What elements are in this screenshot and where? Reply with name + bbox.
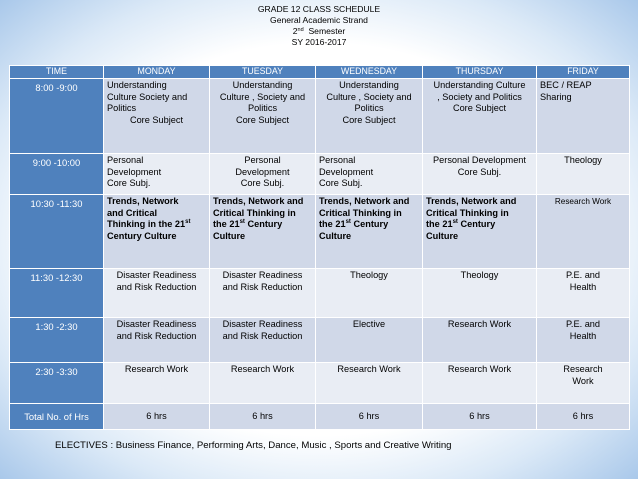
time-cell: 10:30 -11:30 bbox=[10, 195, 104, 269]
col-header-thursday: THURSDAY bbox=[423, 66, 537, 79]
schedule-cell: Research Work bbox=[537, 363, 630, 404]
schedule-cell: Personal Development Core Subj. bbox=[210, 154, 316, 195]
schedule-cell: Personal Development Core Subj. bbox=[423, 154, 537, 195]
schedule-cell: Personal Development Core Subj. bbox=[104, 154, 210, 195]
total-hours-cell: 6 hrs bbox=[210, 404, 316, 430]
schedule-cell: Trends, Network and Critical Thinking in the 21st Century Culture bbox=[104, 195, 210, 269]
total-hours-cell: 6 hrs bbox=[537, 404, 630, 430]
schedule-cell: Disaster Readiness and Risk Reduction bbox=[210, 318, 316, 363]
col-header-wednesday: WEDNESDAY bbox=[316, 66, 423, 79]
schedule-cell: Theology bbox=[537, 154, 630, 195]
table-header-row bbox=[10, 66, 630, 79]
col-header-tuesday: TUESDAY bbox=[210, 66, 316, 79]
schedule-cell: Understanding Culture , Society and Politics Core Subject bbox=[423, 79, 537, 154]
total-hours-cell: 6 hrs bbox=[104, 404, 210, 430]
schedule-cell: Trends, Network and Critical Thinking in the 21st Century Culture bbox=[316, 195, 423, 269]
schedule-cell: Theology bbox=[423, 269, 537, 318]
schedule-header bbox=[0, 4, 638, 48]
schedule-cell: Understanding Culture , Society and Politics Core Subject bbox=[316, 79, 423, 154]
schedule-cell: Disaster Readiness and Risk Reduction bbox=[104, 318, 210, 363]
schedule-title: GRADE 12 CLASS SCHEDULE bbox=[257, 4, 381, 14]
total-hours-cell: 6 hrs bbox=[316, 404, 423, 430]
total-hours-row bbox=[10, 404, 630, 430]
schedule-cell: Research Work bbox=[210, 363, 316, 404]
schedule-cell: Research Work bbox=[423, 363, 537, 404]
table-row bbox=[10, 79, 630, 154]
table-row bbox=[10, 154, 630, 195]
schedule-cell: Research Work bbox=[316, 363, 423, 404]
table-row bbox=[10, 269, 630, 318]
electives-note: ELECTIVES : Business Finance, Performing Arts, Dance, Music , Sports and Creative Writing bbox=[55, 440, 452, 451]
col-header-friday: FRIDAY bbox=[537, 66, 630, 79]
schedule-cell: BEC / REAP Sharing bbox=[537, 79, 630, 154]
schedule-cell: Theology bbox=[316, 269, 423, 318]
schedule-cell: Disaster Readiness and Risk Reduction bbox=[210, 269, 316, 318]
schedule-cell: Research Work bbox=[537, 195, 630, 269]
time-cell: 1:30 -2:30 bbox=[10, 318, 104, 363]
total-hours-label: Total No. of Hrs bbox=[10, 404, 104, 430]
time-cell: 2:30 -3:30 bbox=[10, 363, 104, 404]
time-cell: 9:00 -10:00 bbox=[10, 154, 104, 195]
table-row bbox=[10, 318, 630, 363]
schedule-cell: Research Work bbox=[104, 363, 210, 404]
class-schedule-table bbox=[9, 65, 630, 430]
time-cell: 8:00 -9:00 bbox=[10, 79, 104, 154]
schedule-cell: P.E. and Health bbox=[537, 269, 630, 318]
table-row bbox=[10, 195, 630, 269]
time-cell: 11:30 -12:30 bbox=[10, 269, 104, 318]
schedule-cell: Trends, Network and Critical Thinking in the 21st Century Culture bbox=[210, 195, 316, 269]
schedule-cell: Personal Development Core Subj. bbox=[316, 154, 423, 195]
schedule-cell: Research Work bbox=[423, 318, 537, 363]
strand-name: General Academic Strand bbox=[270, 15, 368, 25]
col-header-monday: MONDAY bbox=[104, 66, 210, 79]
schedule-cell: Disaster Readiness and Risk Reduction bbox=[104, 269, 210, 318]
table-row bbox=[10, 363, 630, 404]
semester-line: 2nd Semester bbox=[292, 26, 346, 36]
schedule-cell: P.E. and Health bbox=[537, 318, 630, 363]
schedule-cell: Elective bbox=[316, 318, 423, 363]
schedule-cell: Understanding Culture Society and Politics Core Subject bbox=[104, 79, 210, 154]
col-header-time: TIME bbox=[10, 66, 104, 79]
schedule-cell: Trends, Network and Critical Thinking in the 21st Century Culture bbox=[423, 195, 537, 269]
school-year: SY 2016-2017 bbox=[291, 37, 347, 47]
total-hours-cell: 6 hrs bbox=[423, 404, 537, 430]
schedule-cell: Understanding Culture , Society and Politics Core Subject bbox=[210, 79, 316, 154]
